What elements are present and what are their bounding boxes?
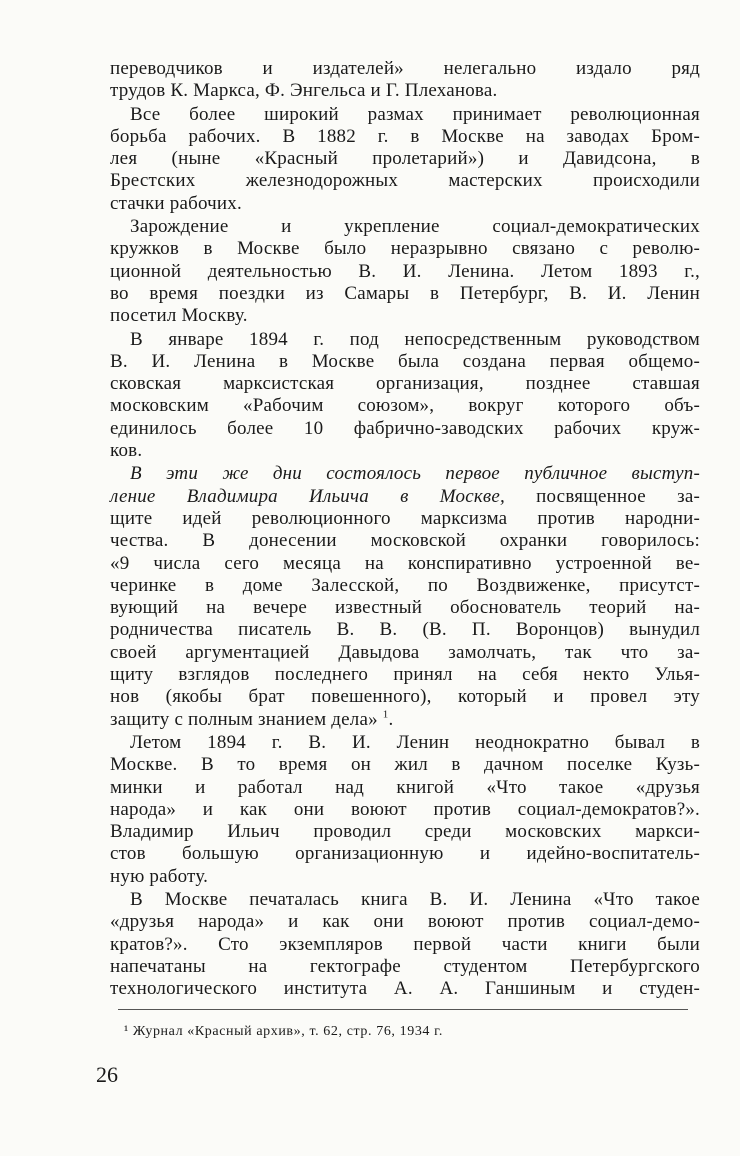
text-line: Летом 1894 г. В. И. Ленин неоднократно бывал в bbox=[130, 731, 700, 753]
text-line: сковская марксистская организация, позднее ставшая bbox=[110, 373, 700, 395]
text-line: Владимир Ильич проводил среди московских маркси- bbox=[110, 821, 700, 843]
footnote: ¹ Журнал «Красный архив», т. 62, стр. 76, 1934 г. bbox=[124, 1024, 443, 1039]
text-line: трудов К. Маркса, Ф. Энгельса и Г. Плеханова. bbox=[110, 80, 498, 102]
text-line: переводчиков и издателей» нелегально издало ряд bbox=[110, 58, 700, 79]
text-line: родничества писатель В. В. (В. П. Воронцов) вынудил bbox=[110, 619, 700, 641]
text-line: вующий на вечере известный обоснователь теорий на- bbox=[110, 597, 700, 619]
text-line: Брестских железнодорожных мастерских происходили bbox=[110, 170, 700, 192]
mixed-text-line bbox=[110, 486, 700, 508]
text-line: стачки рабочих. bbox=[110, 192, 242, 214]
text-line: своей аргументацией Давыдова замолчать, так что за- bbox=[110, 641, 700, 663]
text-line: минки и работал над книгой «Что такое «друзья bbox=[110, 776, 700, 798]
page-body bbox=[110, 58, 700, 1001]
text-line: кратов?». Сто экземпляров первой части книги были bbox=[110, 933, 700, 955]
italic-text-line: В эти же дни состоялось первое публичное выступ- bbox=[130, 463, 700, 485]
footnote-divider bbox=[118, 1009, 688, 1010]
footnote-marker[interactable]: 1 bbox=[382, 708, 389, 721]
italic-text: ление Владимира Ильича в Москве, bbox=[110, 485, 505, 507]
text-line: стов большую организационную и идейно-воспитатель- bbox=[110, 843, 700, 865]
text-line: Москве. В то время он жил в дачном поселке Кузь- bbox=[110, 754, 700, 776]
text-line: В Москве печаталась книга В. И. Ленина «Что такое bbox=[130, 888, 700, 910]
text-line: ную работу. bbox=[110, 865, 209, 887]
paragraph-6 bbox=[110, 732, 700, 888]
text-line: щиту взглядов последнего принял на себя некто Улья- bbox=[110, 664, 700, 686]
text-line: технологического института А. А. Ганшиным и студен- bbox=[110, 978, 700, 1000]
text-line: «9 числа сего месяца на конспиративно устроенной ве- bbox=[110, 552, 700, 574]
paragraph-1 bbox=[110, 58, 700, 103]
text-line: В. И. Ленина в Москве была создана первая общемо- bbox=[110, 350, 700, 372]
text-line: черинке в доме Залесской, по Воздвиженке, присутст- bbox=[110, 574, 700, 596]
text-line: посетил Москву. bbox=[110, 305, 248, 327]
text-line: во время поездки из Самары в Петербург, В. И. Ленин bbox=[110, 282, 700, 304]
text-line: чества. В донесении московской охранки говорилось: bbox=[110, 530, 700, 552]
text-line: лея (ныне «Красный пролетарий») и Давидсона, в bbox=[110, 148, 700, 170]
paragraph-2 bbox=[110, 104, 700, 215]
paragraph-4 bbox=[110, 329, 700, 463]
text-line: единилось более 10 фабрично-заводских рабочих круж- bbox=[110, 417, 700, 439]
page-number: 26 bbox=[96, 1062, 118, 1087]
text-line: ционной деятельностью В. И. Ленина. Летом 1893 г., bbox=[110, 260, 700, 282]
text-line: ков. bbox=[110, 440, 143, 462]
text-line: московским «Рабочим союзом», вокруг которого объ- bbox=[110, 395, 700, 417]
text-line: Зарождение и укрепление социал-демократических bbox=[130, 216, 700, 238]
text-line: кружков в Москве было неразрывно связано с револю- bbox=[110, 238, 700, 260]
text-line: защиту с полным знанием дела» $^1$. bbox=[110, 708, 394, 730]
text-span: защиту с полным знанием дела» bbox=[110, 708, 378, 730]
text-line: напечатаны на гектографе студентом Петербургского bbox=[110, 955, 700, 977]
paragraph-5 bbox=[110, 463, 700, 731]
text-line: щите идей революционного марксизма против народни- bbox=[110, 507, 700, 529]
text-line: нов (якобы брат повешенного), который и провел эту bbox=[110, 686, 700, 708]
text-line: борьба рабочих. В 1882 г. в Москве на заводах Бром- bbox=[110, 125, 700, 147]
paragraph-7 bbox=[110, 889, 700, 1000]
text-span: посвященное за- bbox=[504, 485, 700, 507]
text-line: В январе 1894 г. под непосредственным руководством bbox=[130, 328, 700, 350]
text-line: народа» и как они воюют против социал-демократов?». bbox=[110, 798, 700, 820]
text-line: «друзья народа» и как они воюют против социал-демо- bbox=[110, 911, 700, 933]
text-line: Все более широкий размах принимает революционная bbox=[130, 103, 700, 125]
paragraph-3 bbox=[110, 216, 700, 327]
